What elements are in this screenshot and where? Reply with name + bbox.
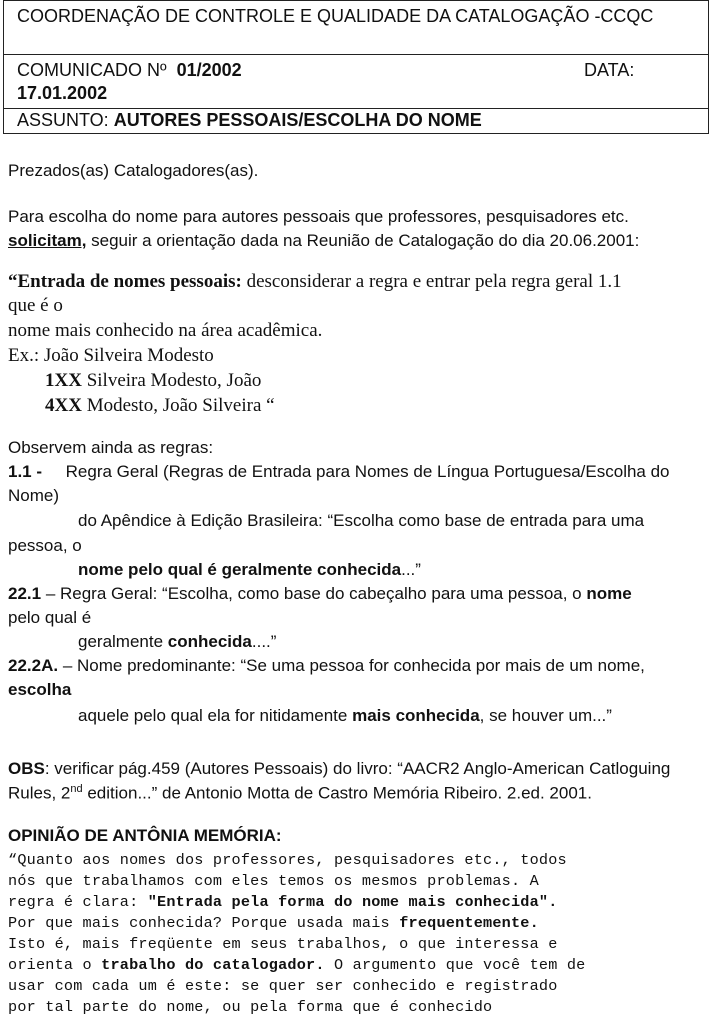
entrada-line2: que é o <box>8 295 63 316</box>
rule-22-2a: 22.2A. – Nome predominante: “Se uma pessoa for conhecida por mais de um nome, <box>8 656 645 675</box>
assunto: ASSUNTO: AUTORES PESSOAIS/ESCOLHA DO NOME <box>17 110 482 130</box>
obs-line2: Rules, 2nd edition...” de Antonio Motta de Castro Memória Ribeiro. 2.ed. 2001. <box>8 783 592 803</box>
para1-line1: Para escolha do nome para autores pessoais que professores, pesquisadores etc. <box>8 207 629 226</box>
entrada-line1: “Entrada de nomes pessoais: desconsiderar a regra e entrar pela regra geral 1.1 <box>8 271 622 292</box>
opiniao-line6: orienta o trabalho do catalogador. O argumento que você tem de <box>8 956 586 974</box>
header-assunto-box <box>3 108 709 134</box>
entrada-line3: nome mais conhecido na área acadêmica. <box>8 320 323 341</box>
example-label: Ex.: João Silveira Modesto <box>8 345 214 366</box>
assunto-value: AUTORES PESSOAIS/ESCOLHA DO NOME <box>113 110 482 130</box>
comunicado-number: 01/2002 <box>176 60 242 80</box>
example-1xx: 1XX Silveira Modesto, João <box>45 370 262 391</box>
office-title: COORDENAÇÃO DE CONTROLE E QUALIDADE DA CATALOGAÇÃO -CCQC <box>17 6 654 26</box>
para1-line2: solicitam, seguir a orientação dada na Reunião de Catalogação do dia 20.06.2001: <box>8 231 640 250</box>
date-label: DATA: <box>584 60 635 80</box>
example-4xx: 4XX Modesto, João Silveira “ <box>45 395 275 416</box>
opiniao-line2: nós que trabalhamos com eles temos os mesmos problemas. A <box>8 872 539 890</box>
rule-22-1-line3: geralmente conhecida....” <box>78 632 277 651</box>
rule-22-1-line2: pelo qual é <box>8 608 92 627</box>
opiniao-line4: Por que mais conhecida? Porque usada mais frequentemente. <box>8 914 539 932</box>
rule-1-1-line5: nome pelo qual é geralmente conhecida...” <box>78 560 421 579</box>
rule-22-2a-line3: aquele pelo qual ela for nitidamente mais conhecida, se houver um...” <box>78 706 612 725</box>
rule-1-1-line3: do Apêndice à Edição Brasileira: “Escolha como base de entrada para uma <box>78 511 645 530</box>
rule-1-1-line2: Nome) <box>8 486 60 505</box>
header-office-box <box>3 0 709 55</box>
rule-1-1: 1.1 - Regra Geral (Regras de Entrada para Nomes de Língua Portuguesa/Escolha do <box>8 462 670 481</box>
solicitam: solicitam, <box>8 231 87 250</box>
rule-22-1: 22.1 – Regra Geral: “Escolha, como base do cabeçalho para uma pessoa, o nome <box>8 584 632 603</box>
rule-22-2a-line2: escolha <box>8 680 72 699</box>
comunicado-label: COMUNICADO Nº 01/2002 <box>17 60 242 80</box>
header-comunicado-box <box>3 54 709 109</box>
observem: Observem ainda as regras: <box>8 438 214 457</box>
opiniao-line3: regra é clara: "Entrada pela forma do nome mais conhecida". <box>8 893 558 911</box>
greeting: Prezados(as) Catalogadores(as). <box>8 161 259 180</box>
opiniao-heading: OPINIÃO DE ANTÔNIA MEMÓRIA: <box>8 826 282 845</box>
opiniao-line8: por tal parte do nome, ou pela forma que é conhecido <box>8 998 493 1016</box>
opiniao-line1: “Quanto aos nomes dos professores, pesquisadores etc., todos <box>8 851 567 869</box>
opiniao-line7: usar com cada um é este: se quer ser conhecido e registrado <box>8 977 558 995</box>
obs-line1: OBS: verificar pág.459 (Autores Pessoais) do livro: “AACR2 Anglo-American Catloguing <box>8 759 671 778</box>
rule-1-1-line4: pessoa, o <box>8 536 82 555</box>
opiniao-line5: Isto é, mais freqüente em seus trabalhos, o que interessa e <box>8 935 558 953</box>
date-value: 17.01.2002 <box>17 83 108 103</box>
